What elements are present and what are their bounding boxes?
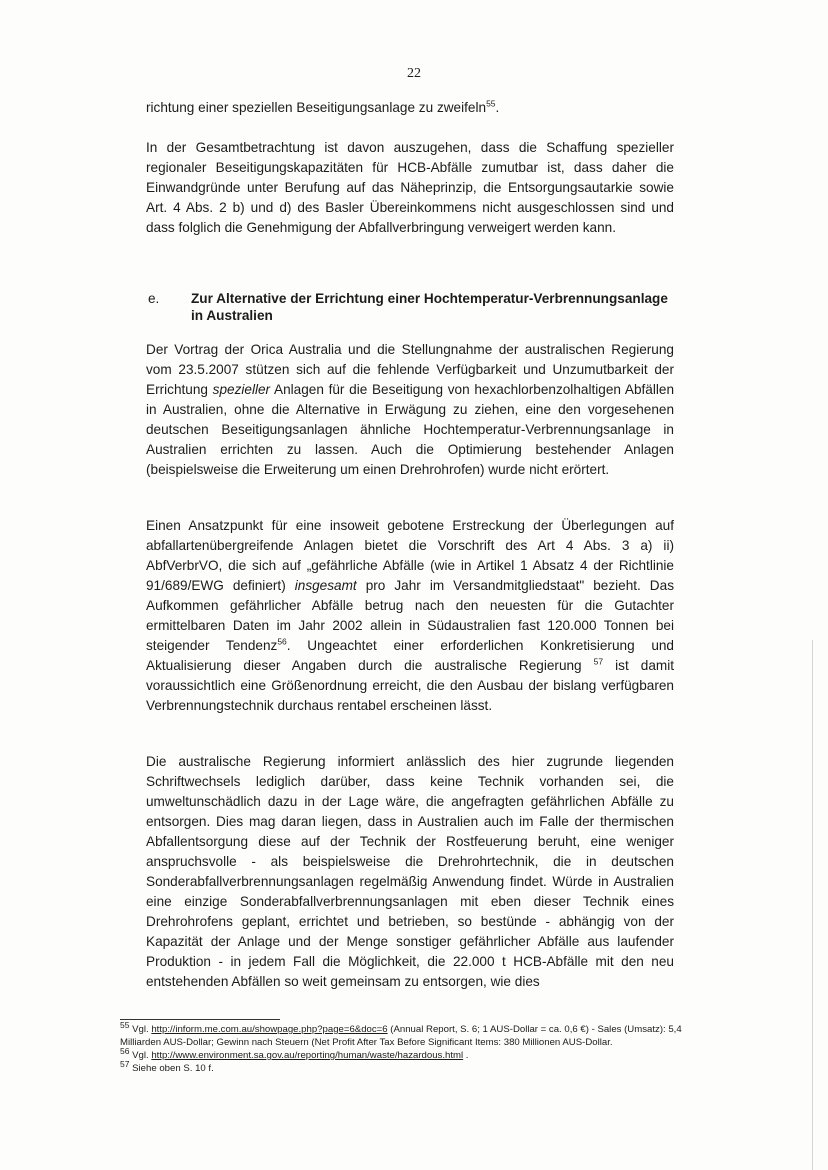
paragraph-continuation <box>146 98 674 118</box>
paragraph-text: Anlagen für die Beseitigung von hexachlorbenzolhaltigen Abfällen in Australien, ohne die Alternative in Erwägung zu ziehen, eine den vorgesehenen deutschen Beseitigungsanlagen ähnliche Hochtemperatur-Verbrennungsanlage in Australien errichten zu lassen. Auch die Optimierung bestehender Anlagen (beispielsweise die Erweiterung um einen Drehrohrofen) wurde nicht erörtert. <box>146 382 675 477</box>
footnote-56 <box>120 1045 710 1062</box>
paragraph-text: Einen Ansatzpunkt für eine insoweit gebotene Erstreckung der Überlegungen auf abfallartenübergreifende Anlagen bietet die Vorschrift des Art 4 Abs. 3 a) ii) AbfVerbrVO, die sich auf „gefährliche Abfälle (wie in Artikel 1 Absatz 4 der Richtlinie 91/689/EWG definiert) <box>146 518 674 593</box>
section-heading-e <box>146 290 674 324</box>
paragraph-text: Der Vortrag der Orica Australia und die Stellungnahme der australischen Regierung vom 23.5.2007 stützen sich auf die fehlende Verfügbarkeit und Unzumutbarkeit der Errichtung <box>146 342 674 397</box>
footnote-link[interactable]: http://www.environment.sa.gov.au/reporting/human/waste/hazardous.html <box>151 1050 464 1061</box>
paragraph-regierung: Die australische Regierung informiert anlässlich des hier zugrunde liegenden Schriftwechsels lediglich darüber, dass keine Technik vorhanden sei, die umweltunschädlich dazu in der Lage wäre, die angefragten gefährlichen Abfälle zu entsorgen. Dies mag daran liegen, dass in Australien auch im Falle der thermischen Abfallentsorgung diese auf der Technik der Rostfeuerung beruht, eine weniger anspruchsvolle - als beispielsweise die Drehrohrtechnik, die in deutschen Sonderabfallverbrennungsanlagen regelmäßig Anwendung findet. Würde in Australien eine einzige Sonderabfallverbrennungsanlagen mit eben dieser Technik eines Drehrohrofens geplant, errichtet und betrieben, so bestünde - abhängig von der Kapazität der Anlage und der Menge sonstiger gefährlicher Abfälle aus laufender Produktion - in jedem Fall die Möglichkeit, die 22.000 t HCB-Abfälle mit den neu entstehenden Abfällen so weit gemeinsam zu entsorgen, wie dies <box>146 754 674 989</box>
paragraph-text: pro Jahr im Versandmitgliedstaat" bezieht. Das Aufkommen gefährlicher Abfälle betrug nach den neuesten für die Gutachter ermittelbaren Daten im Jahr 2002 allein in Südaustralien fast 120.000 Tonnen bei steigender Tendenz <box>146 578 674 653</box>
footnote-text: . <box>463 1050 469 1061</box>
paragraph-orica <box>146 340 674 480</box>
footnote-prefix: Siehe oben S. 10 f. <box>132 1063 214 1074</box>
footnote-separator <box>120 1019 280 1020</box>
footnote-text: (Annual Report, S. 6; 1 AUS-Dollar = ca. 0,6 €) - Sales (Umsatz): 5,4 Milliarden AUS-Dollar; Gewinn nach Steuern (Net Profit After Tax Before Significant Items: 380 Millionen AUS-Dollar. <box>120 1024 682 1048</box>
footnote-prefix: Vgl. <box>132 1024 152 1035</box>
footnote-57 <box>120 1058 710 1075</box>
section-title: Zur Alternative der Errichtung einer Hochtemperatur-Verbrennungsanlage in Australien <box>191 291 668 323</box>
page-number: 22 <box>407 66 421 81</box>
footnote-ref-56: 56 <box>277 636 287 647</box>
footnote-number: 57 <box>120 1058 130 1069</box>
scan-edge-line <box>812 640 813 1170</box>
emphasis-text: insgesamt <box>294 578 357 593</box>
paragraph-conclusion: In der Gesamtbetrachtung ist davon auszugehen, dass die Schaffung spezieller regionaler Beseitigungskapazitäten für HCB-Abfälle zumutbar ist, dass daher die Einwandgründe unter Berufung auf das Näheprinzip, die Entsorgungsautarkie sowie Art. 4 Abs. 2 b) und d) des Basler Übereinkommens nicht ausgeschlossen sind und dass folglich die Genehmigung der Abfallverbringung verweigert werden kann. <box>146 140 674 235</box>
footnote-number: 56 <box>120 1045 130 1056</box>
paragraph-text: ist damit voraussichtlich eine Größenordnung erreicht, die den Ausbau der bislang verfügbaren Verbrennungstechnik durchaus rentabel erscheinen lässt. <box>146 658 675 713</box>
emphasis-text: spezieller <box>212 382 271 397</box>
paragraph-end: . <box>495 100 500 115</box>
footnote-55 <box>120 1019 710 1049</box>
footnotes <box>120 1019 710 1075</box>
footnote-ref-57: 57 <box>593 656 604 667</box>
section-letter: e. <box>148 291 160 306</box>
paragraph-ansatzpunkt <box>146 516 674 716</box>
footnote-link[interactable]: http://inform.me.com.au/showpage.php?page=6&doc=6 <box>151 1024 388 1035</box>
paragraph-text: richtung einer speziellen Beseitigungsanlage zu zweifeln <box>146 100 487 115</box>
paragraph-text: . Ungeachtet einer erforderlichen Konkretisierung und Aktualisierung dieser Angaben durch die australische Regierung <box>146 638 674 673</box>
footnote-prefix: Vgl. <box>132 1050 152 1061</box>
footnote-number: 55 <box>120 1019 130 1030</box>
footnote-ref-55: 55 <box>486 98 496 109</box>
